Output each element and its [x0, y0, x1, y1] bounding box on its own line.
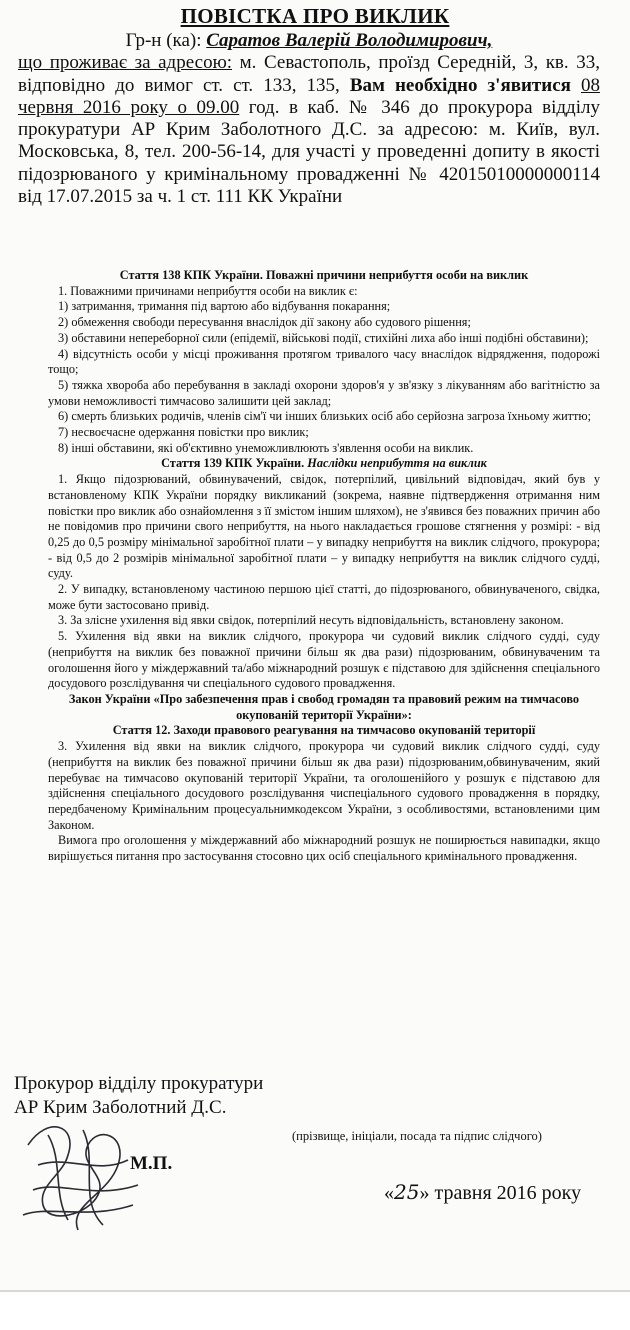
addressee-name: Саратов Валерій Володимирович,: [206, 30, 493, 51]
article-139-subtitle: Наслідки неприбуття на виклик: [304, 456, 487, 471]
signer-line-1: Прокурор відділу прокуратури: [14, 1073, 264, 1094]
article-139-item: 3. За злісне ухилення від явки свідок, потерпілий несуть відповідальність, встановлену законом.: [58, 613, 564, 628]
article-138-item: 2) обмеження свободи пересування внаслідок дії закону або судового рішення;: [58, 315, 471, 330]
article-139-item: 5. Ухилення від явки на виклик слідчого, прокурора чи судовий виклик слідчого судді, суду (неприбуття на виклик без поважної причини більш як два рази) підозрюваним, обвинуваченим та оголошення його у міждержавний та/або міжнародний розшук є підставою для здійснення спеціального досудового розслідування чи спеціального судового провадження.: [48, 629, 600, 691]
date-month-year: » травня 2016 року: [419, 1182, 582, 1204]
summons-details: год. в каб. № 346 до прокурора відділу прокуратури АР Крим Заболотного Д.С. за адресою: м. Київ, вул. Московська, 8, тел. 200-56-14, для участі у проведенні допиту в якості підозрюваного у кримінальному провадженні № 42015010000000114 від 17.07.2015 за ч. 1 ст. 111 КК України: [18, 96, 600, 208]
article-12-heading: Стаття 12. Заходи правового реагування на тимчасово окупованій території: [112, 723, 536, 738]
must-appear-text: Вам необхідно з'явитися: [349, 74, 571, 96]
signature-note: (прізвище, ініціали, посада та підпис слідчого): [292, 1129, 542, 1143]
article-138-item: 1) затримання, тримання під вартою або відбування покарання;: [58, 299, 391, 314]
article-139-item: 1. Якщо підозрюваний, обвинувачений, свідок, потерпілий, цивільний відповідач, який був у встановленому КПК України порядку викликаний (зокрема, наявне підтвердження отримання ним повістки про виклик або ознайомлення з її змістом іншим шляхом), не з'явився без поважних причин або не повідомив про причини свого неприбуття, на нього накладається грошове стягнення у розмірі: - від 0,25 до 0,5 розміру мінімальної заробітної плати – у випадку неприбуття на виклик слідчого, прокурора; - від 0,5 до 2 розмірів мінімальної заробітної плати – у випадку неприбуття на виклик слідчого судді, суду.: [48, 472, 600, 581]
article-138-item: 7) несвоєчасне одержання повістки про виклик;: [58, 425, 309, 440]
address-label: що проживає за адресою:: [18, 52, 233, 74]
signer-line-2: АР Крим Заболотний Д.С.: [14, 1097, 227, 1118]
law-item: Вимога про оголошення у міждержавний або міжнародний розшук не поширюється навипадки, якщо вирішується питання про застосування стосовно цих осіб спеціального кримінального провадження.: [48, 833, 600, 864]
stamp-place-label: М.П.: [130, 1153, 173, 1174]
law-heading: Закон України «Про забезпечення прав і свобод громадян та правовий режим на тимчасово окупованій території України»:: [68, 691, 580, 722]
article-139-title: Стаття 139 КПК України.: [161, 456, 305, 471]
addressee-label: Гр-н (ка):: [125, 30, 202, 51]
date-day: 25: [394, 1180, 420, 1204]
article-138-item: 1. Поважними причинами неприбуття особи на виклик є:: [58, 283, 358, 298]
document-title: ПОВІСТКА ПРО ВИКЛИК: [180, 4, 450, 28]
summons-body-text: [18, 52, 600, 208]
date-quote-open: «: [384, 1182, 394, 1204]
law-item: 3. Ухилення від явки на виклик слідчого, прокурора чи судовий виклик слідчого судді, суду (неприбуття на виклик без поважної причини більш як два рази) підозрюваним,обвинуваченим, який перебуває на тимчасово окупованій території України, та оголошенійого у розшук є підставою для здійснення спеціального досудового розслідування чиспеціального судового провадження в порядку, передбаченому Кримінальним процесуальнимкодексом України, з особливостями, встановленими цим Законом.: [48, 739, 600, 832]
article-138-item: 4) відсутність особи у місці проживання протягом тривалого часу внаслідок відрядження, подорожі тощо;: [48, 346, 600, 377]
addressee-line: [18, 30, 600, 52]
summons-header-block: [18, 30, 600, 208]
address-text: м. Севастополь, проїзд Середній, 3, кв. 33, відповідно до вимог ст. ст. 133, 135,: [18, 52, 600, 96]
spacer-text: [571, 75, 581, 96]
article-138-block: [48, 268, 600, 865]
handwritten-signature: [8, 1105, 158, 1245]
article-138-item: 3) обставини непереборної сили (епідемії, військові події, стихійні лиха або інші подібні обставини);: [58, 330, 589, 345]
article-139-item: 2. У випадку, встановленому частиною першою цієї статті, до підозрюваного, обвинуваченого, свідка, може бути застосовано привід.: [48, 582, 600, 612]
article-138-item: 6) смерть близьких родичів, членів сім'ї чи інших близьких осіб або серйозна загроза їхньому життю;: [58, 409, 591, 424]
article-138-item: 5) тяжка хвороба або перебування в закладі охорони здоров'я у зв'язку з лікуванням або вагітністю за умови неможливості тимчасово залишити цей заклад;: [48, 377, 600, 408]
appearance-date: 08 червня 2016 року о 09.00: [18, 74, 600, 118]
article-139-heading: [48, 456, 600, 472]
article-138-heading: Стаття 138 КПК України. Поважні причини неприбуття особи на виклик: [119, 268, 529, 282]
article-138-item: 8) інші обставини, які об'єктивно унеможливлюють з'явлення особи на виклик.: [58, 440, 474, 455]
signature-date: [384, 1180, 581, 1205]
